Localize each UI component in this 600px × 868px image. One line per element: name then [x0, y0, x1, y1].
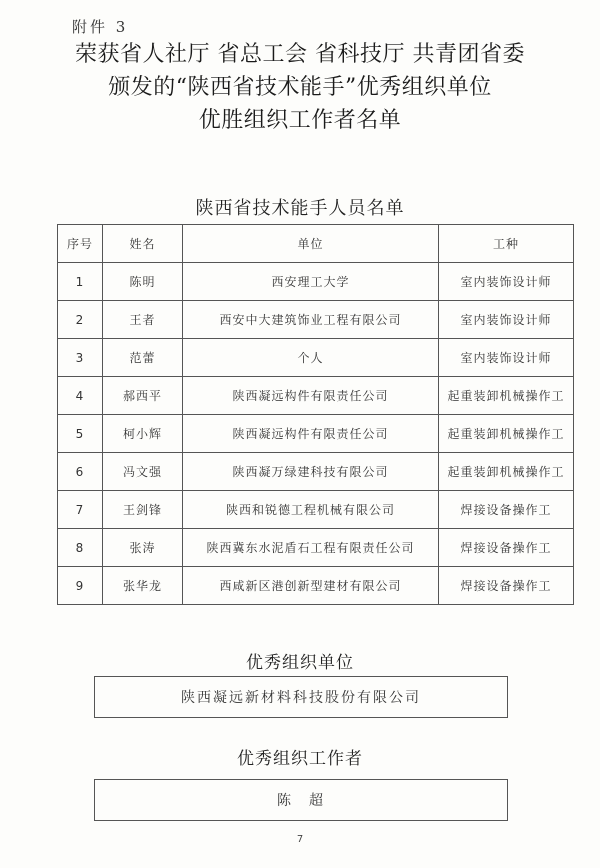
cell-unit: 陕西冀东水泥盾石工程有限责任公司: [183, 529, 439, 567]
cell-no: 4: [58, 377, 103, 415]
cell-no: 2: [58, 301, 103, 339]
cell-name: 张涛: [103, 529, 183, 567]
table-row: [58, 339, 574, 377]
cell-unit: 西安理工大学: [183, 263, 439, 301]
table-row: [58, 529, 574, 567]
excellent-unit-box: [94, 676, 508, 718]
document-title: [0, 38, 600, 137]
column-header-trade: 工种: [439, 225, 574, 263]
excellent-worker-value: 陈 超: [277, 793, 325, 809]
cell-trade: 起重装卸机械操作工: [439, 377, 574, 415]
column-header-no: 序号: [58, 225, 103, 263]
cell-trade: 室内装饰设计师: [439, 339, 574, 377]
cell-name: 陈明: [103, 263, 183, 301]
attachment-label: 附件 3: [72, 18, 129, 36]
page-number: 7: [296, 834, 304, 845]
title-line-3: 优胜组织工作者名单: [198, 108, 402, 133]
cell-no: 1: [58, 263, 103, 301]
cell-no: 6: [58, 453, 103, 491]
cell-name: 郝西平: [103, 377, 183, 415]
table-row: [58, 377, 574, 415]
table-row: [58, 491, 574, 529]
excellent-unit-heading: 优秀组织单位: [246, 653, 354, 673]
table-row: [58, 301, 574, 339]
cell-unit: 西咸新区港创新型建材有限公司: [183, 567, 439, 605]
cell-no: 7: [58, 491, 103, 529]
cell-name: 范蕾: [103, 339, 183, 377]
table-title: 陕西省技术能手人员名单: [195, 198, 405, 219]
column-header-name: 姓名: [103, 225, 183, 263]
cell-unit: 陕西凝远构件有限责任公司: [183, 415, 439, 453]
cell-unit: 个人: [183, 339, 439, 377]
technical-experts-table: [57, 224, 574, 605]
cell-unit: 陕西凝万绿建科技有限公司: [183, 453, 439, 491]
cell-name: 柯小辉: [103, 415, 183, 453]
cell-trade: 焊接设备操作工: [439, 567, 574, 605]
cell-trade: 焊接设备操作工: [439, 491, 574, 529]
cell-name: 冯文强: [103, 453, 183, 491]
cell-trade: 焊接设备操作工: [439, 529, 574, 567]
table-header-row: [58, 225, 574, 263]
cell-name: 张华龙: [103, 567, 183, 605]
cell-unit: 陕西凝远构件有限责任公司: [183, 377, 439, 415]
cell-unit: 西安中大建筑饰业工程有限公司: [183, 301, 439, 339]
cell-trade: 室内装饰设计师: [439, 301, 574, 339]
table-row: [58, 263, 574, 301]
cell-trade: 室内装饰设计师: [439, 263, 574, 301]
table-row: [58, 453, 574, 491]
cell-no: 8: [58, 529, 103, 567]
excellent-worker-box: [94, 779, 508, 821]
cell-name: 王剑锋: [103, 491, 183, 529]
cell-trade: 起重装卸机械操作工: [439, 453, 574, 491]
excellent-unit-value: 陕西凝远新材料科技股份有限公司: [181, 690, 421, 706]
cell-no: 5: [58, 415, 103, 453]
cell-trade: 起重装卸机械操作工: [439, 415, 574, 453]
title-line-1: 荣获省人社厅 省总工会 省科技厅 共青团省委: [75, 42, 525, 67]
cell-name: 王者: [103, 301, 183, 339]
cell-unit: 陕西和锐德工程机械有限公司: [183, 491, 439, 529]
title-line-2: 颁发的“陕西省技术能手”优秀组织单位: [108, 75, 492, 100]
cell-no: 3: [58, 339, 103, 377]
excellent-worker-heading: 优秀组织工作者: [237, 749, 363, 769]
cell-no: 9: [58, 567, 103, 605]
column-header-unit: 单位: [183, 225, 439, 263]
table-row: [58, 415, 574, 453]
table-row: [58, 567, 574, 605]
